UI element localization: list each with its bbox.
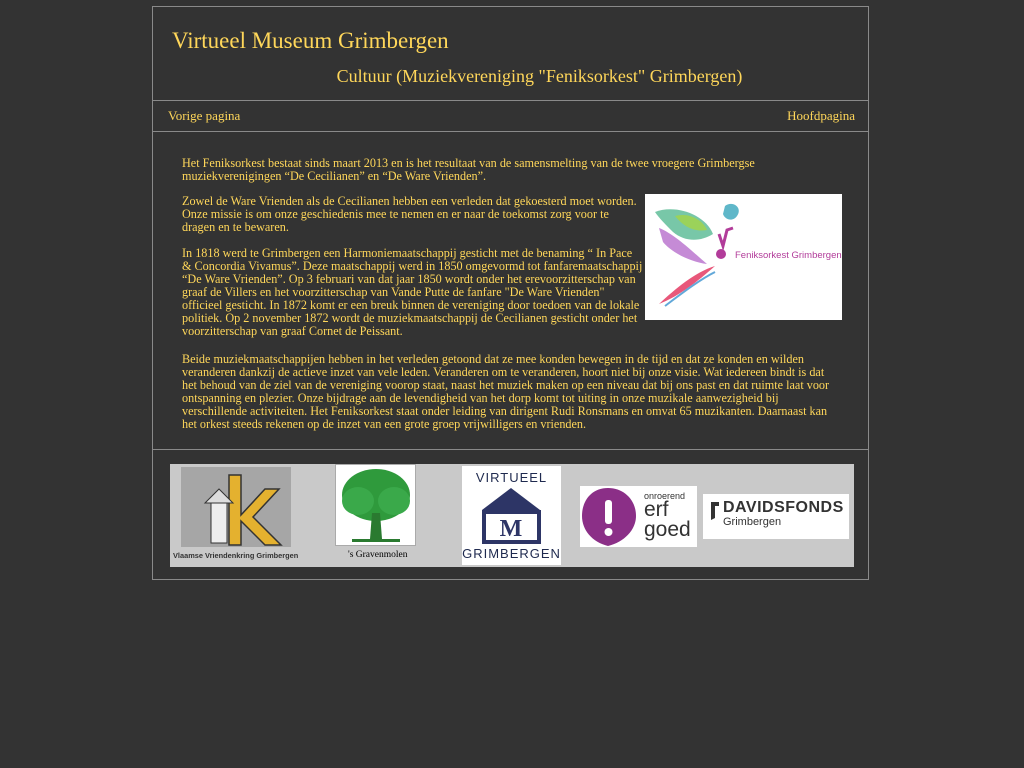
home-page-link[interactable]: Hoofdpagina (787, 108, 855, 123)
divider (153, 449, 868, 450)
vvk-logo[interactable] (181, 467, 291, 547)
logo-text: Feniksorkest Grimbergen (735, 250, 842, 261)
svg-text:M: M (499, 516, 523, 542)
page-frame (152, 6, 869, 580)
previous-page-link[interactable]: Vorige pagina (168, 108, 241, 123)
onroerend-erfgoed-logo[interactable] (580, 486, 697, 547)
navbar (153, 100, 868, 132)
exclamation-icon (580, 486, 640, 547)
feniksorkest-logo (645, 194, 842, 320)
df-text-a: DAVIDSFONDS (723, 499, 844, 516)
paragraph-intro: Het Feniksorkest bestaat sinds maart 2013 en is het resultaat van de samensmelting van de twee vroegere Grimbergse muziekverenigingen “De Cecilianen” en “De Ware Vrienden”. (182, 156, 755, 183)
davidsfonds-logo[interactable] (703, 494, 849, 539)
header (153, 7, 868, 101)
virtueel-museum-logo[interactable] (462, 466, 561, 565)
paragraph-history: In 1818 werd te Grimbergen een Harmoniemaatschappij gesticht met de benaming “ In Pace & Concordia Vivamus”. Deze maatschappij werd in 1850 omgevormd tot fanfaremaatschappij “De Ware Vrienden”. Op 3 februari van dat jaar 1850 wordt onder het erevoorzitterschap van graaf de Villers en het voorzitterschap van Vande Putte de fanfare "De Ware Vrienden" officieel gesticht. In 1872 komt er een breuk binnen de vereniging door toedoen van de lokale politiek. Op 2 november 1872 wordt de muziekmaatschappij de Cecilianen gesticht onder het voorzitterschap van graaf Cornet de Peissant. (182, 246, 643, 338)
oe-text-b: erf (644, 498, 669, 521)
vm-top-text: VIRTUEEL (475, 470, 548, 485)
oe-text-c: goed (644, 518, 691, 541)
paragraph-present: Beide muziekmaatschappijen hebben in het verleden getoond dat ze mee konden bewegen in de tijd en dat ze konden en wilden veranderen dankzij de actieve inzet van vele leden. Veranderen om te veranderen, hoort niet bij onze visie. Wat iedereen bindt is dat het behoud van de ziel van de vereniging voorop staat, naast het muziek maken op een niveau dat bij ons past en dat ruimte laat voor ontspanning en plezier. Onze bijdrage aan de levendigheid van het dorp komt tot uiting in onze muzikale aanwezigheid bij verschillende activiteiten. Het Feniksorkest staat onder leiding van dirigent Rudi Ronsmans en omvat 65 muzikanten. Daarnaast kan het orkest steeds rekenen op de inzet van een grote groep vrijwilligers en vrienden. (182, 352, 830, 431)
oe-text-a: onroerend (644, 491, 686, 501)
paragraph-mission: Zowel de Ware Vrienden als de Cecilianen hebben een verleden dat gekoesterd moet worden. Onze missie is om onze geschiedenis mee te nemen en er naar de toekomst zorg voor te dragen en te bewaren. (182, 194, 637, 234)
tree-icon (336, 465, 415, 545)
sponsor-band (170, 464, 854, 567)
gravenmolen-logo[interactable] (335, 464, 416, 546)
page-subtitle: Cultuur (Muziekvereniging "Feniksorkest" Grimbergen) (336, 66, 743, 86)
vvk-caption: Vlaamse Vriendenkring Grimbergen (173, 551, 299, 560)
vm-bottom-text: GRIMBERGEN (462, 546, 561, 561)
site-title: Virtueel Museum Grimbergen (172, 28, 449, 53)
davidsfonds-mark-icon (705, 494, 723, 539)
df-text-b: Grimbergen (723, 516, 782, 528)
vvk-k-icon (181, 467, 291, 547)
gravenmolen-caption: 's Gravenmolen (348, 550, 408, 560)
